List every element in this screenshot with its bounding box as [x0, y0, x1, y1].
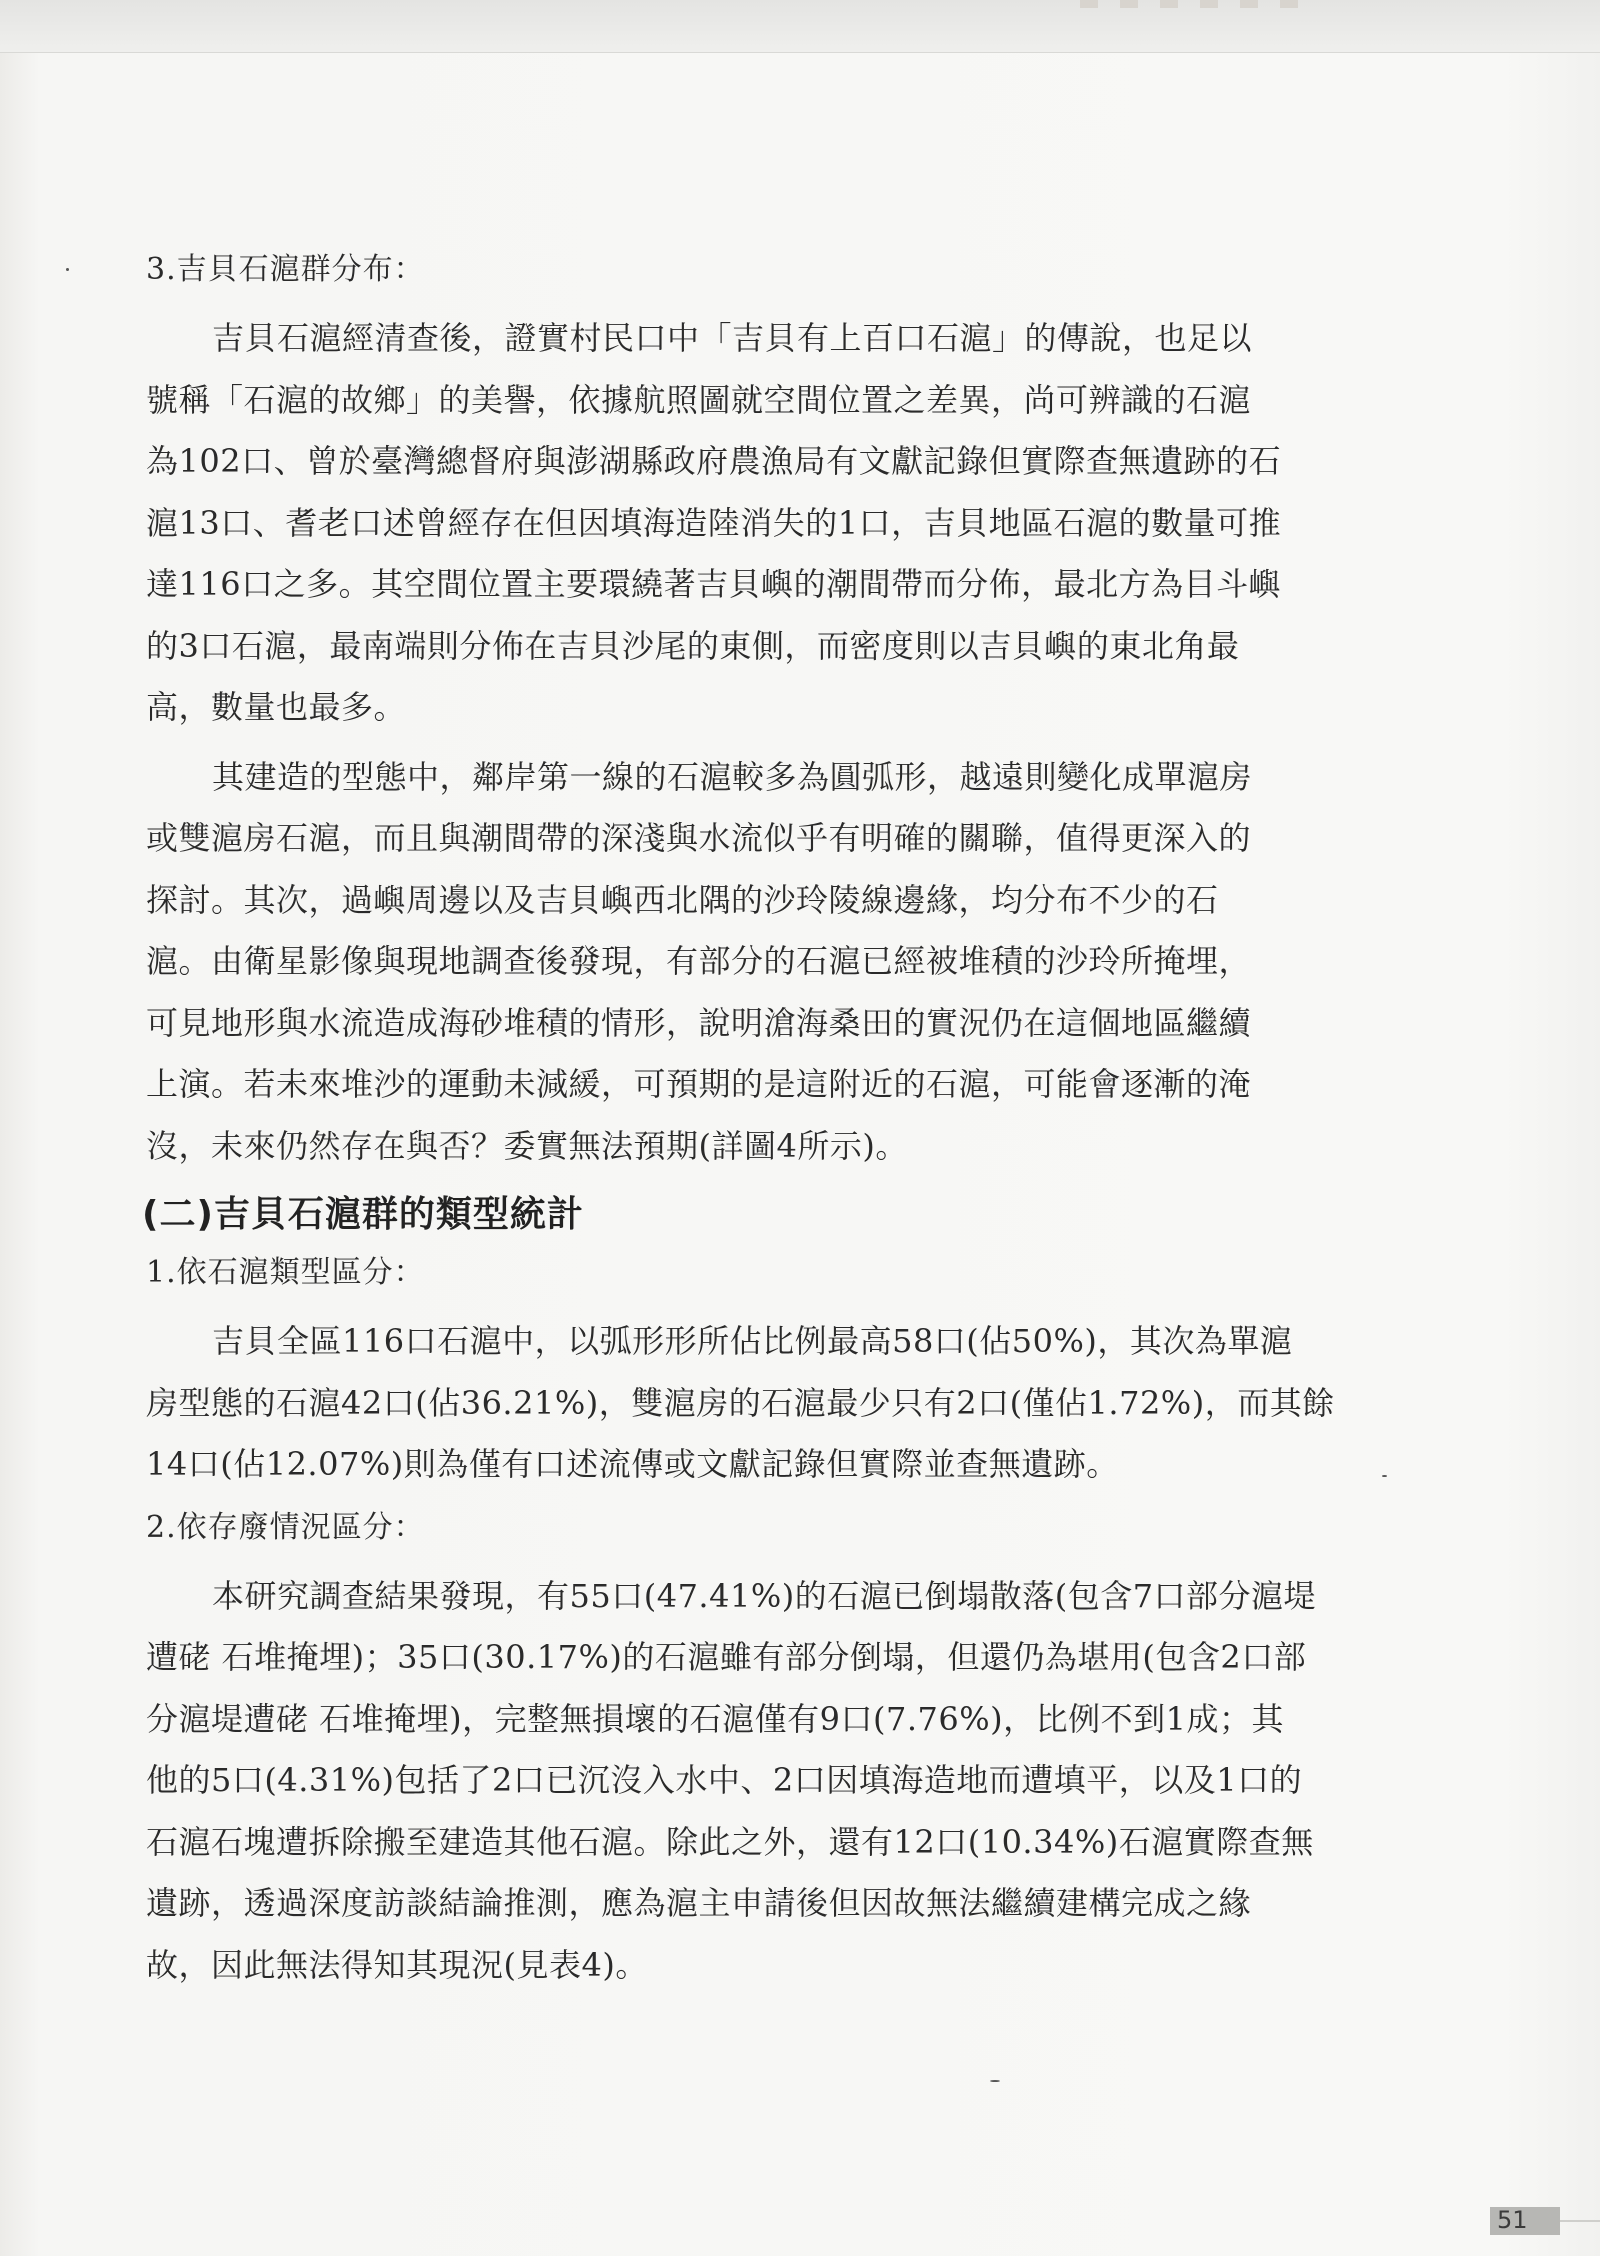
- paragraph-by-condition: [146, 1566, 1330, 1997]
- paragraph-distribution: [146, 308, 1330, 739]
- paragraph-line: 故，因此無法得知其現況(見表4)。: [146, 1945, 648, 1984]
- paragraph-line: 或雙滬房石滬，而且與潮間帶的深淺與水流似乎有明確的關聯，值得更深入的: [146, 819, 1252, 857]
- scan-speck: [990, 2080, 1000, 2082]
- paragraph-line: 為102口、曾於臺灣總督府與澎湖縣政府農漁局有文獻記錄但實際查無遺跡的石: [146, 442, 1282, 480]
- paragraph-line: 房型態的石滬42口(佔36.21%)，雙滬房的石滬最少只有2口(僅佔1.72%)，而其餘: [146, 1383, 1335, 1422]
- paragraph-line: 達116口之多。其空間位置主要環繞著吉貝嶼的潮間帶而分佈，最北方為目斗嶼: [146, 565, 1282, 603]
- paragraph-line: 吉貝石滬經清查後，證實村民口中「吉貝有上百口石滬」的傳說，也足以: [212, 319, 1253, 357]
- bleed-marks: [1080, 0, 1320, 8]
- paragraph-line: 吉貝全區116口石滬中，以弧形形所佔比例最高58口(佔50%)，其次為單滬: [212, 1322, 1293, 1360]
- paragraph-line: 滬。由衛星影像與現地調查後發現，有部分的石滬已經被堆積的沙玲所掩埋，: [146, 942, 1252, 980]
- paragraph-line: 號稱「石滬的故鄉」的美譽，依據航照圖就空間位置之差異，尚可辨識的石滬: [146, 380, 1252, 419]
- page-number: 51: [1497, 2206, 1528, 2234]
- subheading-by-type: 1.依石滬類型區分：: [146, 1255, 425, 1290]
- scan-speck: [1382, 1475, 1387, 1477]
- paragraph-line: 滬13口、耆老口述曾經存在但因填海造陸消失的1口，吉貝地區石滬的數量可推: [146, 503, 1282, 542]
- paragraph-line: 上演。若未來堆沙的運動未減緩，可預期的是這附近的石滬，可能會逐漸的淹: [146, 1065, 1252, 1103]
- paragraph-line: 高，數量也最多。: [146, 688, 407, 726]
- paragraph-line: 本研究調查結果發現，有55口(47.41%)的石滬已倒塌散落(包含7口部分滬堤: [212, 1576, 1317, 1615]
- page-number-rule: [1560, 2220, 1600, 2222]
- paragraph-line: 石滬石塊遭拆除搬至建造其他石滬。除此之外，還有12口(10.34%)石滬實際查無: [146, 1822, 1314, 1861]
- paragraph-line: 的3口石滬，最南端則分佈在吉貝沙尾的東側，而密度則以吉貝嶼的東北角最: [146, 626, 1240, 665]
- paragraph-line: 他的5口(4.31%)包括了2口已沉沒入水中、2口因填海造地而遭填平，以及1口的: [146, 1761, 1303, 1799]
- paragraph-line: 可見地形與水流造成海砂堆積的情形，說明滄海桑田的實況仍在這個地區繼續: [146, 1003, 1252, 1042]
- paragraph-line: 探討。其次，過嶼周邊以及吉貝嶼西北隅的沙玲陵線邊緣，均分布不少的石: [146, 880, 1219, 919]
- scan-top-edge: [0, 0, 1600, 53]
- subheading-distribution: 3.吉貝石滬群分布：: [146, 252, 425, 287]
- section-heading-type-statistics: (二)吉貝石滬群的類型統計: [142, 1194, 584, 1235]
- page-body: [142, 246, 1335, 2004]
- scan-speck: [66, 268, 69, 271]
- paragraph-line: 遺跡，透過深度訪談結論推測，應為滬主申請後但因故無法繼續建構完成之緣: [146, 1884, 1252, 1922]
- paragraph-line: 沒，未來仍然存在與否？委實無法預期(詳圖4所示)。: [146, 1126, 908, 1165]
- paragraph-line: 遭硓 石堆掩埋)；35口(30.17%)的石滬雖有部分倒塌，但還仍為堪用(包含2口部: [146, 1638, 1307, 1676]
- paragraph-line: 14口(佔12.07%)則為僅有口述流傳或文獻記錄但實際並查無遺跡。: [146, 1445, 1119, 1483]
- paragraph-construction: [146, 747, 1330, 1178]
- paragraph-by-type: [146, 1311, 1335, 1496]
- paragraph-line: 分滬堤遭硓 石堆掩埋)，完整無損壞的石滬僅有9口(7.76%)，比例不到1成；其: [146, 1699, 1285, 1738]
- subheading-by-condition: 2.依存廢情況區分：: [146, 1509, 425, 1545]
- paragraph-line: 其建造的型態中，鄰岸第一線的石滬較多為圓弧形，越遠則變化成單滬房: [212, 757, 1253, 796]
